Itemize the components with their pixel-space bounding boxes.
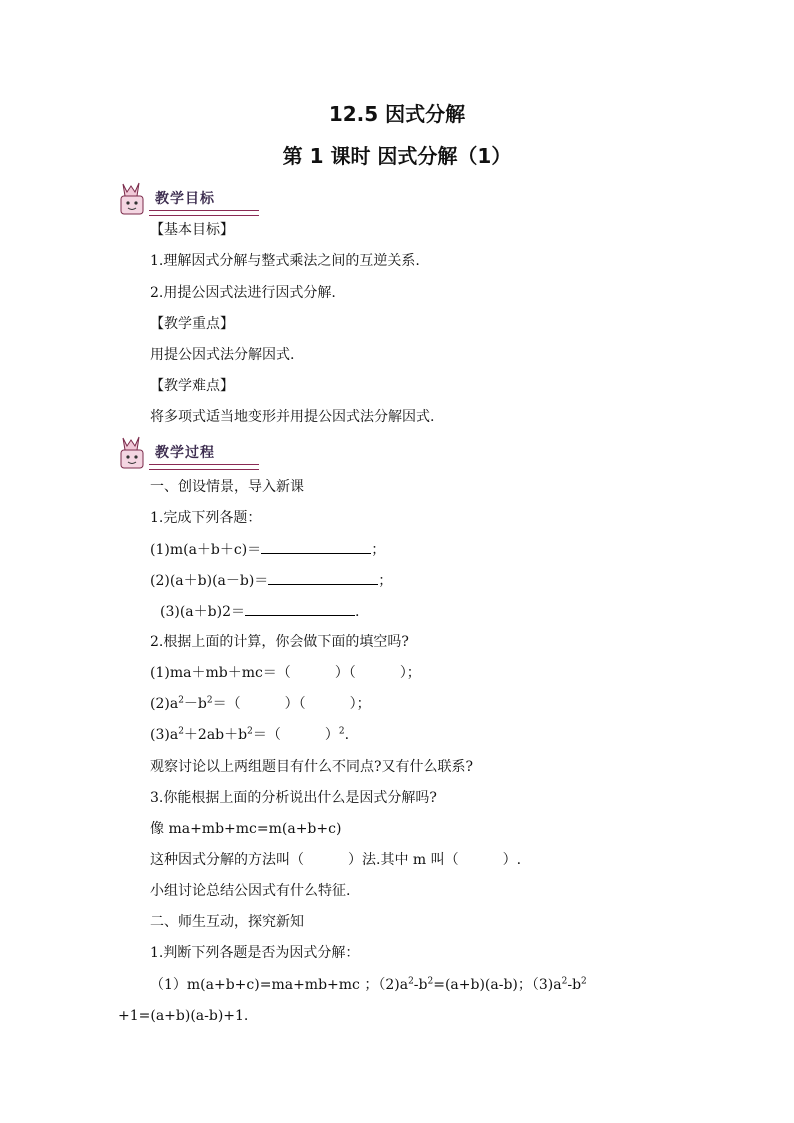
answer-blank xyxy=(268,570,378,585)
mascot-icon xyxy=(115,180,149,218)
question-1c: (3)(a＋b)2＝ . xyxy=(160,601,359,622)
judge-question: 1.判断下列各题是否为因式分解： xyxy=(150,945,360,961)
goals-key-1: 用提公因式法分解因式. xyxy=(150,347,295,363)
badge-label: 教学过程 xyxy=(155,445,215,461)
badge-underline xyxy=(149,464,259,470)
goals-basic-1: 1.理解因式分解与整式乘法之间的互逆关系. xyxy=(150,253,420,269)
answer-blank xyxy=(261,539,371,554)
section-badge-process xyxy=(115,440,245,470)
judge-items-continued: +1=(a+b)(a-b)+1. xyxy=(118,1008,249,1024)
page-subtitle: 第 1 课时 因式分解（1） xyxy=(282,144,512,168)
question-2a: (1)ma＋mb＋mc＝（ ）（ ）； xyxy=(150,665,421,681)
section-badge-goals xyxy=(115,186,245,216)
question-1a: (1)m(a＋b＋c)＝ ； xyxy=(150,539,385,560)
answer-blank xyxy=(245,601,355,616)
goals-hard-heading: 【教学难点】 xyxy=(150,378,234,394)
example-line: 像 ma+mb+mc=m(a+b+c) xyxy=(150,821,342,837)
group-discussion: 小组讨论总结公因式有什么特征. xyxy=(150,883,351,899)
question-2b: $(2)a^2-b^2=$（ ）（ ）； xyxy=(150,695,371,712)
goals-basic-heading: 【基本目标】 xyxy=(150,222,234,238)
method-line: 这种因式分解的方法叫（ ）法.其中 m 叫（ ）. xyxy=(150,852,522,868)
badge-underline xyxy=(149,210,259,216)
observation-prompt: 观察讨论以上两组题目有什么不同点?又有什么联系? xyxy=(150,759,474,775)
mascot-icon xyxy=(115,434,149,472)
goals-basic-2: 2.用提公因式法进行因式分解. xyxy=(150,285,336,301)
section-2-heading: 二、师生互动，探究新知 xyxy=(150,914,304,930)
page-title: 12.5 因式分解 xyxy=(328,102,466,126)
goals-key-heading: 【教学重点】 xyxy=(150,316,234,332)
section-1-heading: 一、创设情景，导入新课 xyxy=(150,479,304,495)
judge-items: （1）m(a+b+c)=ma+mb+mc ；$(2)a^2-b^2=(a+b)(a-b)$；$(3)a^2-b^2$ xyxy=(150,976,587,993)
question-3: 3.你能根据上面的分析说出什么是因式分解吗? xyxy=(150,790,437,806)
question-2c: $(3)a^2+2ab+b^2=$（ ）$^2$. xyxy=(150,726,350,743)
badge-label: 教学目标 xyxy=(155,191,215,207)
question-2: 2.根据上面的计算，你会做下面的填空吗? xyxy=(150,634,409,650)
question-1: 1.完成下列各题： xyxy=(150,510,262,526)
question-1b: (2)(a＋b)(a－b)＝ ； xyxy=(150,570,392,591)
goals-hard-1: 将多项式适当地变形并用提公因式法分解因式. xyxy=(150,409,435,425)
